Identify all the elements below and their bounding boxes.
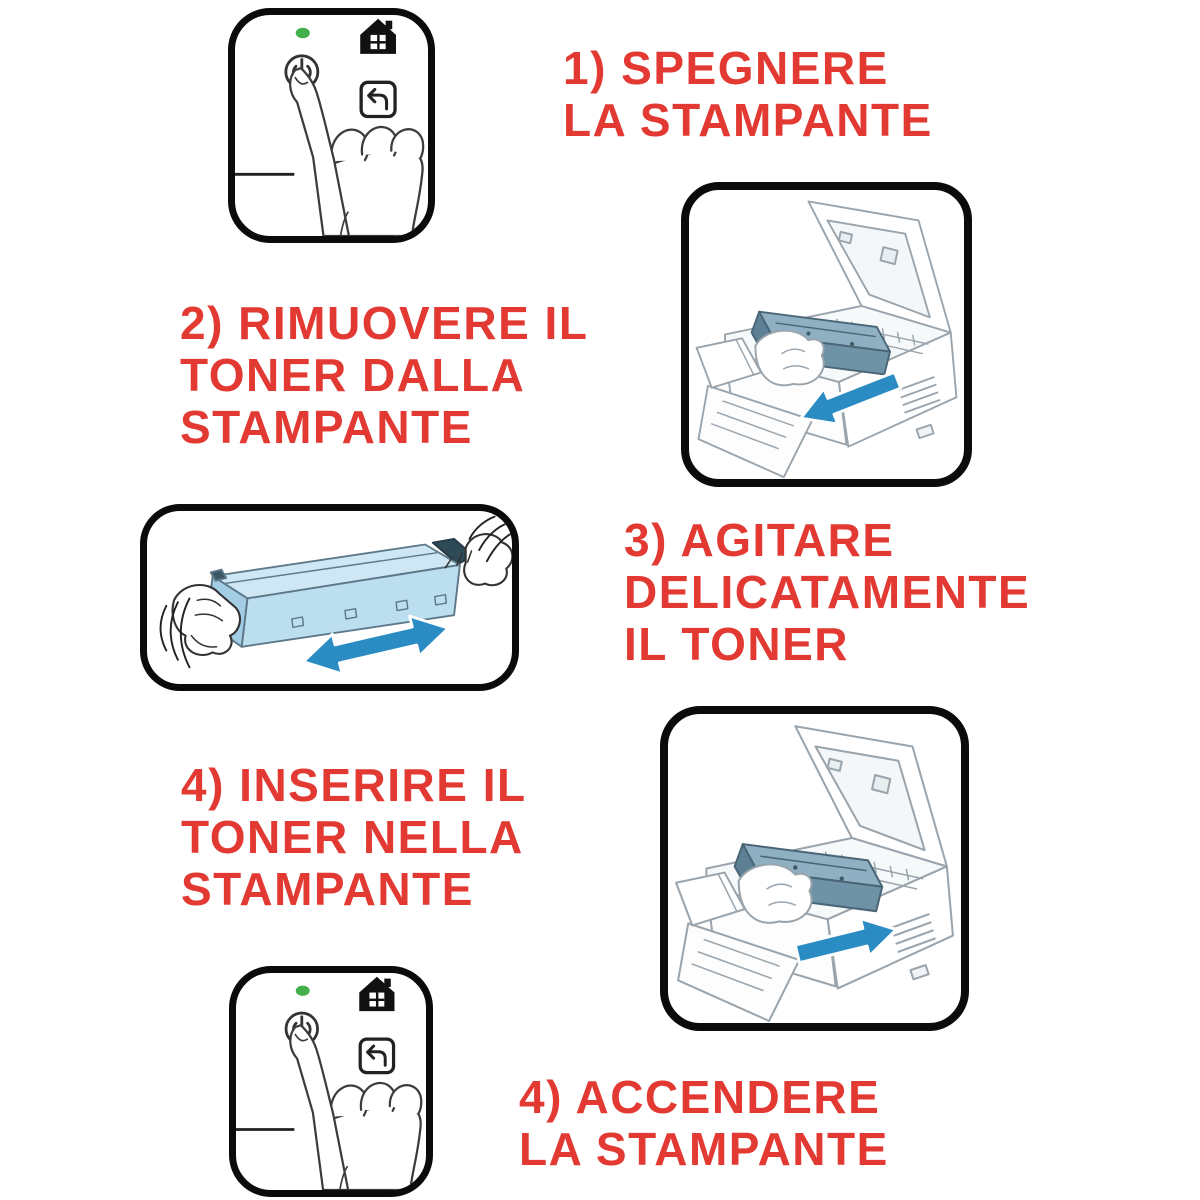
step-5-text <box>519 1071 889 1175</box>
step-5-line-2: LA STAMPANTE <box>519 1123 889 1175</box>
shake-toner-illustration-panel <box>140 504 519 691</box>
step-2-text <box>180 297 588 453</box>
step-3-text <box>624 514 1030 670</box>
remove-toner-illustration <box>689 190 964 479</box>
step-3-line-3: IL TONER <box>624 618 849 670</box>
step-1-text <box>563 42 933 146</box>
power-on-illustration-panel <box>229 966 433 1197</box>
power-off-illustration-panel <box>228 8 435 243</box>
insert-toner-illustration-panel <box>660 706 969 1031</box>
step-2-line-3: STAMPANTE <box>180 401 473 453</box>
step-4-line-1: 4) INSERIRE IL <box>181 759 527 811</box>
step-3-line-1: 3) AGITARE <box>624 514 895 566</box>
power-on-illustration <box>236 973 426 1190</box>
step-4-text <box>181 759 527 915</box>
step-1-line-2: LA STAMPANTE <box>563 94 933 146</box>
step-2-line-2: TONER DALLA <box>180 349 526 401</box>
step-4-line-3: STAMPANTE <box>181 863 474 915</box>
power-off-illustration <box>235 15 428 236</box>
step-5-line-1: 4) ACCENDERE <box>519 1071 881 1123</box>
step-1-line-1: 1) SPEGNERE <box>563 42 889 94</box>
step-4-line-2: TONER NELLA <box>181 811 524 863</box>
insert-toner-illustration <box>668 714 961 1023</box>
remove-toner-illustration-panel <box>681 182 972 487</box>
shake-toner-illustration <box>147 511 512 684</box>
step-3-line-2: DELICATAMENTE <box>624 566 1031 618</box>
step-2-line-1: 2) RIMUOVERE IL <box>180 297 589 349</box>
